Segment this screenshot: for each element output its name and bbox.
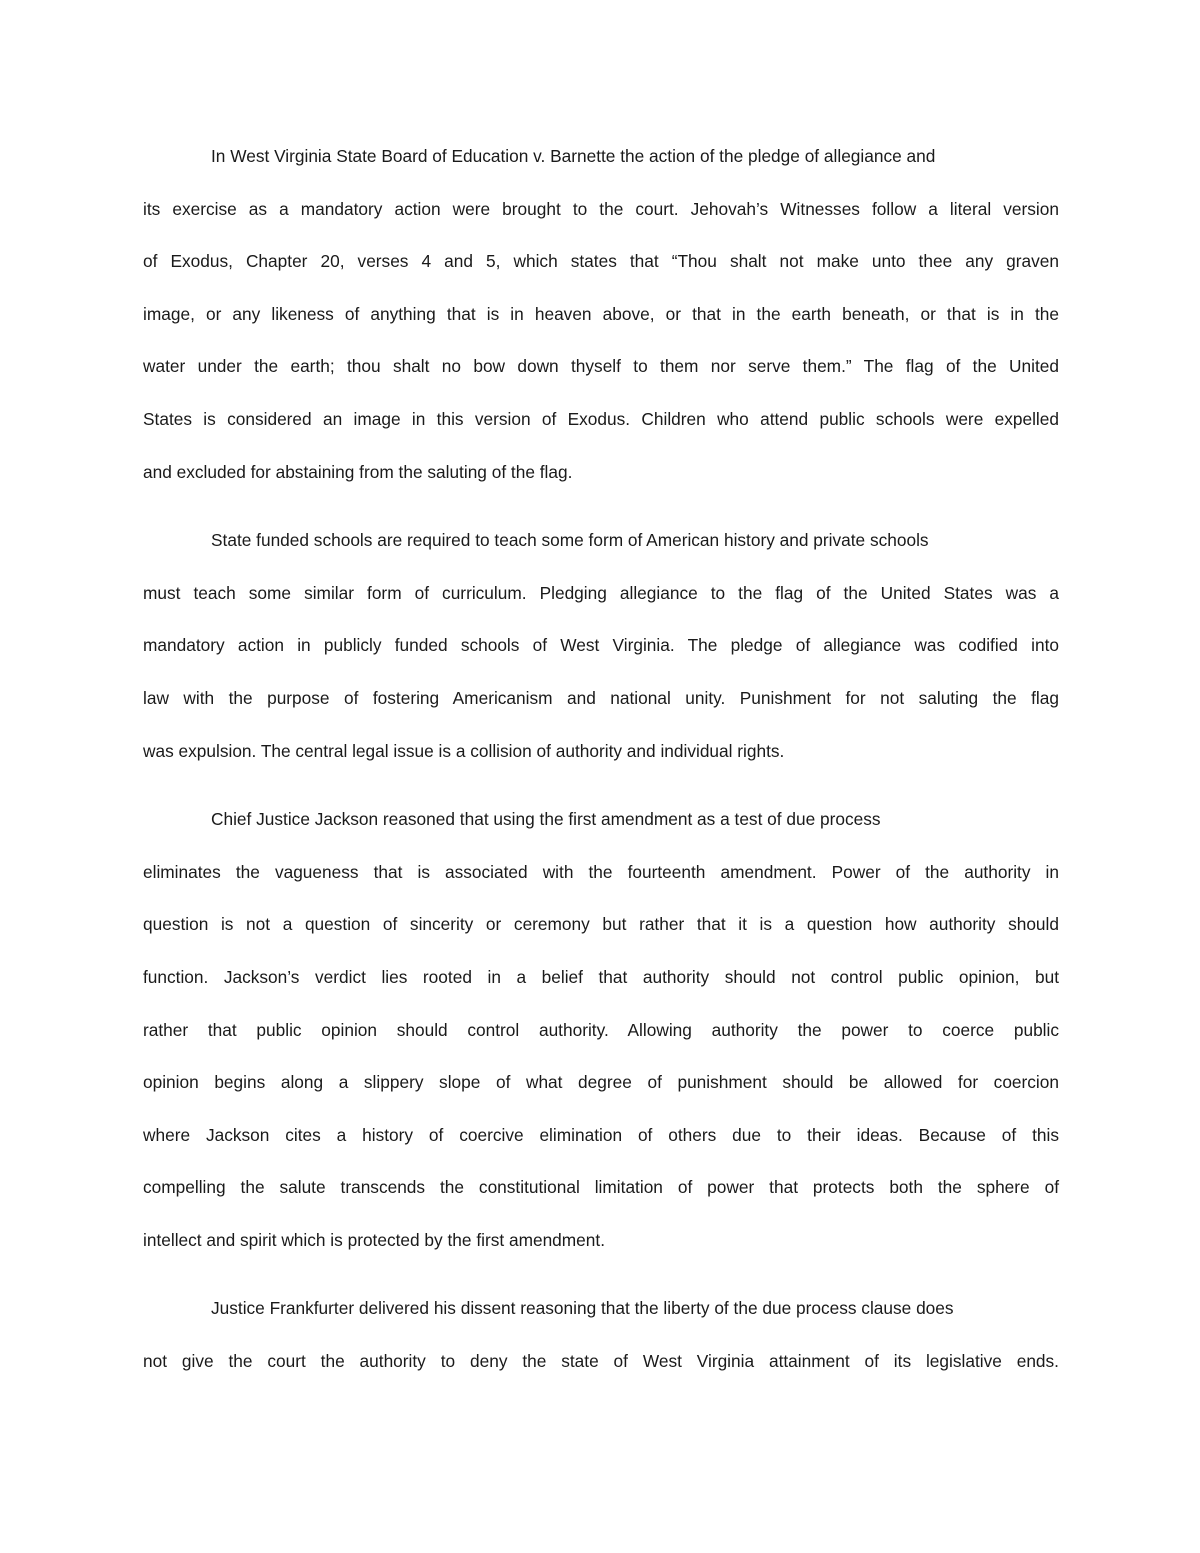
paragraph-line: must teach some similar form of curriculum. Pledging allegiance to the flag of the United States was a	[143, 582, 1059, 603]
paragraph-line: of Exodus, Chapter 20, verses 4 and 5, which states that “Thou shalt not make unto thee any graven	[143, 251, 1059, 272]
paragraph-line: opinion begins along a slippery slope of what degree of punishment should be allowed for coercion	[143, 1072, 1059, 1093]
paragraph-line: function. Jackson’s verdict lies rooted in a belief that authority should not control public opinion, but	[143, 966, 1059, 987]
paragraph-line: rather that public opinion should control authority. Allowing authority the power to coerce public	[143, 1019, 1059, 1040]
paragraph-line: and excluded for abstaining from the saluting of the flag.	[143, 461, 573, 482]
paragraph-3	[143, 793, 1059, 1266]
paragraph-4	[143, 1282, 1059, 1387]
paragraph-line: image, or any likeness of anything that is in heaven above, or that in the earth beneath, or that is in the	[143, 303, 1059, 324]
paragraph-line: eliminates the vagueness that is associated with the fourteenth amendment. Power of the authority in	[143, 861, 1059, 882]
paragraph-line: Chief Justice Jackson reasoned that using the first amendment as a test of due process	[211, 809, 881, 830]
paragraph-gap	[143, 498, 1059, 514]
paragraph-line: Justice Frankfurter delivered his dissent reasoning that the liberty of the due process clause does	[211, 1298, 954, 1319]
paragraph-line: water under the earth; thou shalt no bow down thyself to them nor serve them.” The flag of the United	[143, 356, 1059, 377]
paragraph-line: its exercise as a mandatory action were brought to the court. Jehovah’s Witnesses follow a literal version	[143, 198, 1059, 219]
paragraph-line: State funded schools are required to teach some form of American history and private schools	[211, 530, 929, 551]
paragraph-line: intellect and spirit which is protected by the first amendment.	[143, 1229, 606, 1250]
paragraph-line: question is not a question of sincerity or ceremony but rather that it is a question how authority should	[143, 914, 1059, 935]
paragraph-gap	[143, 777, 1059, 793]
paragraph-1	[143, 130, 1059, 498]
document-body	[143, 130, 1059, 1388]
paragraph-line: States is considered an image in this version of Exodus. Children who attend public schools were expelled	[143, 408, 1059, 429]
paragraph-line: In West Virginia State Board of Education v. Barnette the action of the pledge of allegiance and	[211, 146, 936, 166]
paragraph-line: mandatory action in publicly funded schools of West Virginia. The pledge of allegiance was codified into	[143, 635, 1059, 656]
paragraph-2	[143, 514, 1059, 777]
paragraph-line: law with the purpose of fostering Americanism and national unity. Punishment for not saluting the flag	[143, 687, 1059, 708]
paragraph-line: where Jackson cites a history of coercive elimination of others due to their ideas. Because of this	[143, 1124, 1059, 1145]
paragraph-gap	[143, 1266, 1059, 1282]
paragraph-line: compelling the salute transcends the constitutional limitation of power that protects both the sphere of	[143, 1177, 1059, 1198]
paragraph-line: was expulsion. The central legal issue is a collision of authority and individual rights.	[143, 740, 785, 761]
paragraph-line: not give the court the authority to deny the state of West Virginia attainment of its legislative ends.	[143, 1351, 1059, 1372]
